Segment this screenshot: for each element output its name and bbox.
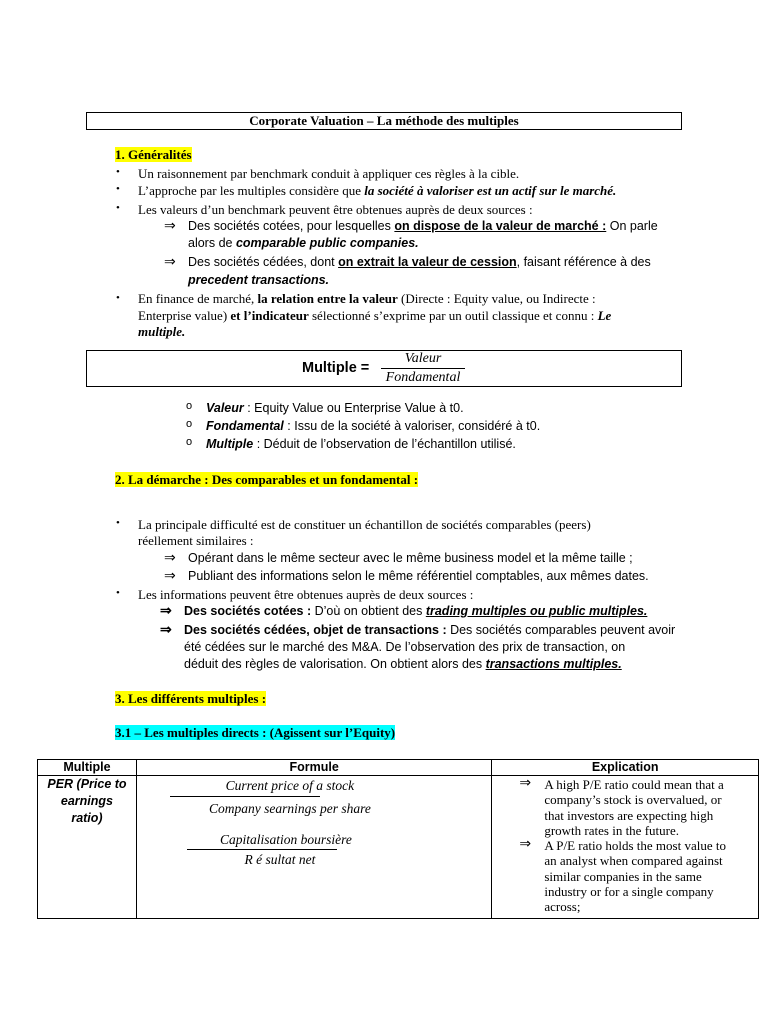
s1-sub-1-line-2	[188, 235, 419, 252]
s1-bullet-4-end: (Directe : Equity value, ou Indirecte :	[397, 291, 596, 306]
table-cell-formule	[136, 776, 491, 919]
s1-sub-2-line-1	[188, 254, 651, 271]
s1-sub-1-emphasis-2: comparable public companies.	[235, 236, 419, 250]
formula-label: Multiple =	[302, 360, 370, 376]
section-3-heading	[115, 691, 266, 707]
def-text: : Issu de la société à valoriser, considéré à t0.	[283, 419, 541, 433]
section-2-heading	[115, 472, 418, 488]
circle-bullet-icon: o	[186, 400, 193, 412]
s2-source-2-emphasis: transactions multiples.	[485, 657, 622, 671]
s1-sub-2-text: Des sociétés cédées, dont	[188, 255, 339, 269]
s2-source-2-line-1	[184, 622, 675, 639]
explication-2-line: A P/E ratio holds the most value to	[544, 838, 726, 853]
multiples-table	[37, 759, 759, 919]
def-term: Fondamental	[206, 419, 284, 433]
bullet-icon: •	[116, 292, 120, 304]
def-fondamental	[206, 418, 540, 435]
s1-sub-2-line-2: precedent transactions.	[188, 273, 330, 287]
explication-1	[544, 777, 723, 838]
s1-sub-1-emphasis: on dispose de la valeur de marché :	[394, 219, 607, 233]
s1-bullet-4-line-3: multiple.	[138, 324, 186, 339]
s2-sub-2: Publiant des informations selon le même référentiel comptables, aux mêmes dates.	[188, 569, 649, 583]
section-3-1-heading	[115, 725, 395, 741]
s1-bullet-2-emphasis: la société à valoriser est un actif sur le marché.	[364, 183, 617, 198]
arrow-icon: ⇒	[160, 623, 172, 638]
s2-sub-1: Opérant dans le même secteur avec le même business model et la même taille ;	[188, 551, 633, 565]
s2-source-2-line-3	[184, 656, 622, 673]
per-label-line-1: PER (Price to	[47, 777, 127, 791]
fraction-line	[187, 849, 337, 850]
fraction-line	[170, 796, 320, 797]
bullet-icon: •	[116, 202, 120, 214]
explication-2-line: an analyst when compared against	[544, 853, 723, 869]
s1-bullet-4-text-2: Enterprise value)	[138, 308, 231, 323]
s1-bullet-2-text: L’approche par les multiples considère que	[138, 183, 365, 198]
s1-bullet-4-bold: la relation entre la valeur	[257, 291, 398, 306]
s1-sub-1-line-1	[188, 218, 676, 235]
table-header-explication: Explication	[492, 760, 759, 776]
table-header-formule: Formule	[136, 760, 491, 776]
s1-bullet-4-line-1	[138, 290, 596, 307]
section-1-heading	[115, 147, 192, 163]
arrow-icon: ⇒	[164, 219, 176, 234]
def-valeur	[206, 400, 464, 417]
s2-source-1-text: D’où on obtient des	[311, 604, 426, 618]
def-text: : Equity Value ou Enterprise Value à t0.	[243, 401, 464, 415]
s1-bullet-1: Un raisonnement par benchmark conduit à appliquer ces règles à la cible.	[138, 166, 520, 181]
circle-bullet-icon: o	[186, 436, 193, 448]
formula-2-numerator: Capitalisation boursière	[219, 832, 352, 847]
fraction-line	[381, 368, 465, 369]
explication-2-line: industry or for a single company	[544, 883, 714, 899]
s2-source-2-line-2: été cédées sur le marché des M&A. De l’observation des prix de transaction, on	[184, 640, 626, 654]
explication-1-line: that investors are expecting high	[544, 807, 714, 823]
arrow-icon: ⇒	[519, 837, 532, 852]
table-cell-multiple	[38, 776, 137, 919]
def-term: Multiple	[206, 437, 254, 451]
bullet-icon: •	[116, 183, 120, 195]
s1-sub-2-emphasis: on extrait la valeur de cession	[338, 255, 517, 269]
s2-bullet-1-line-2: réellement similaires :	[138, 533, 254, 548]
s1-bullet-4-line-2	[138, 307, 611, 324]
formula-numerator: Valeur	[404, 351, 442, 366]
s1-bullet-4-bold-2: et l’indicateur	[230, 308, 309, 323]
s1-bullet-4-text: En finance de marché,	[138, 291, 258, 306]
bullet-icon: •	[116, 587, 120, 599]
s2-bullet-1-line-1: La principale difficulté est de constituer un échantillon de sociétés comparables (peers)	[138, 517, 591, 532]
s2-source-1	[184, 603, 647, 620]
s1-bullet-2	[138, 182, 616, 199]
def-term: Valeur	[206, 401, 244, 415]
table-cell-explication	[492, 776, 759, 919]
s1-sub-1-end: On parle	[606, 219, 658, 233]
table-header-multiple: Multiple	[38, 760, 137, 776]
section-1-heading-text: 1. Généralités	[115, 147, 192, 162]
explication-2	[544, 838, 726, 914]
arrow-icon: ⇒	[164, 551, 176, 566]
formula-denominator: Fondamental	[385, 370, 461, 385]
s2-bullet-2: Les informations peuvent être obtenues auprès de deux sources :	[138, 587, 474, 602]
section-2-heading-text: 2. La démarche : Des comparables et un fondamental :	[115, 472, 419, 487]
s2-source-2-text: Des sociétés comparables peuvent avoir	[446, 623, 676, 637]
circle-bullet-icon: o	[186, 418, 193, 430]
table-header-row	[38, 760, 759, 776]
bullet-icon: •	[116, 517, 120, 529]
explication-1-line: growth rates in the future.	[544, 822, 679, 838]
explication-1-line: company’s stock is overvalued, or	[544, 792, 722, 808]
bullet-icon: •	[116, 166, 120, 178]
s1-bullet-3: Les valeurs d’un benchmark peuvent être obtenues auprès de deux sources :	[138, 202, 533, 217]
s1-sub-2-end: , faisant référence à des	[516, 255, 651, 269]
s2-source-1-emphasis: trading multiples ou public multiples.	[425, 604, 648, 618]
formula-1-numerator: Current price of a stock	[225, 778, 355, 793]
s1-sub-1-text-2: alors de	[188, 236, 236, 250]
explication-2-line: across;	[544, 899, 581, 915]
arrow-icon: ⇒	[164, 569, 176, 584]
section-3-heading-text: 3. Les différents multiples :	[115, 691, 267, 706]
def-text: : Déduit de l’observation de l’échantillon utilisé.	[253, 437, 516, 451]
per-label-line-3: ratio)	[71, 811, 103, 825]
formula-1-denominator: Company searnings per share	[208, 801, 371, 816]
section-3-1-heading-text: 3.1 – Les multiples directs : (Agissent sur l’Equity)	[115, 725, 396, 740]
s2-source-2-bold: Des sociétés cédées, objet de transactions :	[184, 623, 447, 637]
arrow-icon: ⇒	[164, 255, 176, 270]
arrow-icon: ⇒	[160, 604, 172, 619]
s1-bullet-4-emphasis-2: Le	[597, 308, 612, 323]
explication-2-line: similar companies in the same	[544, 868, 702, 884]
s1-bullet-4-mid-2: sélectionné s’exprime par un outil classique et connu :	[308, 308, 598, 323]
s1-sub-1-text: Des sociétés cotées, pour lesquelles	[188, 219, 395, 233]
formula-2-denominator: R é sultat net	[244, 852, 316, 867]
per-label-line-2: earnings	[60, 794, 113, 808]
document-title: Corporate Valuation – La méthode des multiples	[86, 112, 682, 130]
s2-source-2-text-3: déduit des règles de valorisation. On obtient alors des	[184, 657, 486, 671]
multiple-formula-box	[86, 350, 682, 387]
explication-1-line: A high P/E ratio could mean that a	[544, 777, 724, 792]
s2-source-1-bold: Des sociétés cotées :	[184, 604, 312, 618]
arrow-icon: ⇒	[519, 776, 532, 791]
table-row	[38, 776, 759, 919]
def-multiple	[206, 436, 516, 453]
